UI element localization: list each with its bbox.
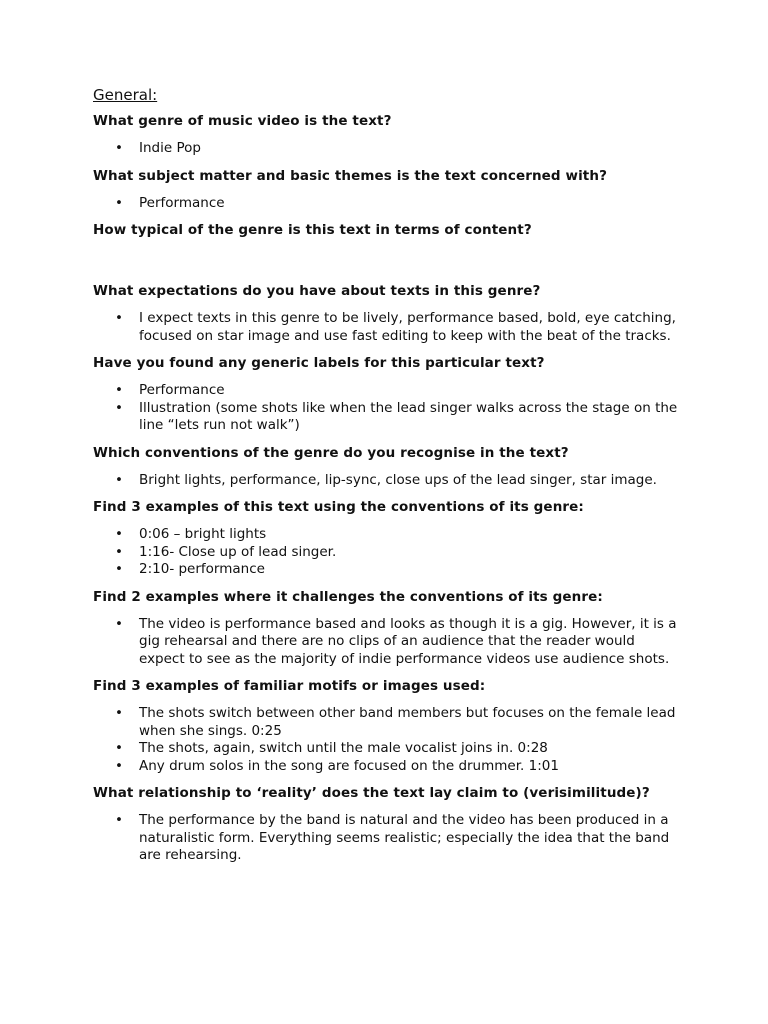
answer-item: • The shots switch between other band members but focuses on the female lead when she sings. 0:25 bbox=[93, 705, 684, 740]
answer-list-9 bbox=[93, 705, 693, 775]
answer-item: • The performance by the band is natural and the video has been produced in a naturalistic form. Everything seems realistic; especially the idea that the band are rehearsing. bbox=[93, 812, 684, 865]
answer-item: • 1:16- Close up of lead singer. bbox=[93, 544, 684, 562]
answer-item: • Performance bbox=[93, 195, 684, 213]
answer-list-7 bbox=[93, 526, 693, 579]
answer-list-8 bbox=[93, 616, 693, 669]
question-list bbox=[93, 112, 693, 874]
answer-item: • Indie Pop bbox=[93, 140, 684, 158]
answer-item: • Bright lights, performance, lip-sync, close ups of the lead singer, star image. bbox=[93, 472, 684, 490]
question-1: What genre of music video is the text? bbox=[93, 113, 392, 129]
answer-item: • The shots, again, switch until the male vocalist joins in. 0:28 bbox=[93, 740, 684, 758]
answer-item: • 0:06 – bright lights bbox=[93, 526, 684, 544]
answer-item: • I expect texts in this genre to be lively, performance based, bold, eye catching, focused on star image and use fast editing to keep with the beat of the tracks. bbox=[93, 310, 684, 345]
question-9: Find 3 examples of familiar motifs or images used: bbox=[93, 678, 486, 694]
question-5: Have you found any generic labels for this particular text? bbox=[93, 355, 545, 371]
question-3: How typical of the genre is this text in terms of content? bbox=[93, 222, 532, 238]
question-8: Find 2 examples where it challenges the conventions of its genre: bbox=[93, 588, 603, 605]
answer-list-10 bbox=[93, 812, 693, 865]
answer-list-5 bbox=[93, 382, 693, 435]
answer-item: • 2:10- performance bbox=[93, 561, 684, 579]
answer-item: • The video is performance based and looks as though it is a gig. However, it is a gig rehearsal and there are no clips of an audience that the reader would expect to see as the majority of indie performance videos use audience shots. bbox=[93, 616, 684, 669]
question-10: What relationship to ‘reality’ does the text lay claim to (verisimilitude)? bbox=[93, 785, 650, 801]
answer-item: • Any drum solos in the song are focused on the drummer. 1:01 bbox=[93, 758, 684, 776]
empty-answer-space bbox=[93, 249, 693, 282]
question-4: What expectations do you have about texts in this genre? bbox=[93, 283, 541, 299]
section-heading: General: bbox=[93, 86, 158, 104]
answer-list-1 bbox=[93, 140, 693, 158]
answer-list-6 bbox=[93, 472, 693, 490]
question-7: Find 3 examples of this text using the conventions of its genre: bbox=[93, 499, 584, 515]
question-2: What subject matter and basic themes is the text concerned with? bbox=[93, 167, 607, 184]
question-6: Which conventions of the genre do you recognise in the text? bbox=[93, 444, 569, 461]
answer-list-2 bbox=[93, 195, 693, 213]
answer-list-4 bbox=[93, 310, 693, 345]
answer-item: • Performance bbox=[93, 382, 684, 400]
answer-item: • Illustration (some shots like when the lead singer walks across the stage on the line “lets run not walk”) bbox=[93, 400, 684, 435]
